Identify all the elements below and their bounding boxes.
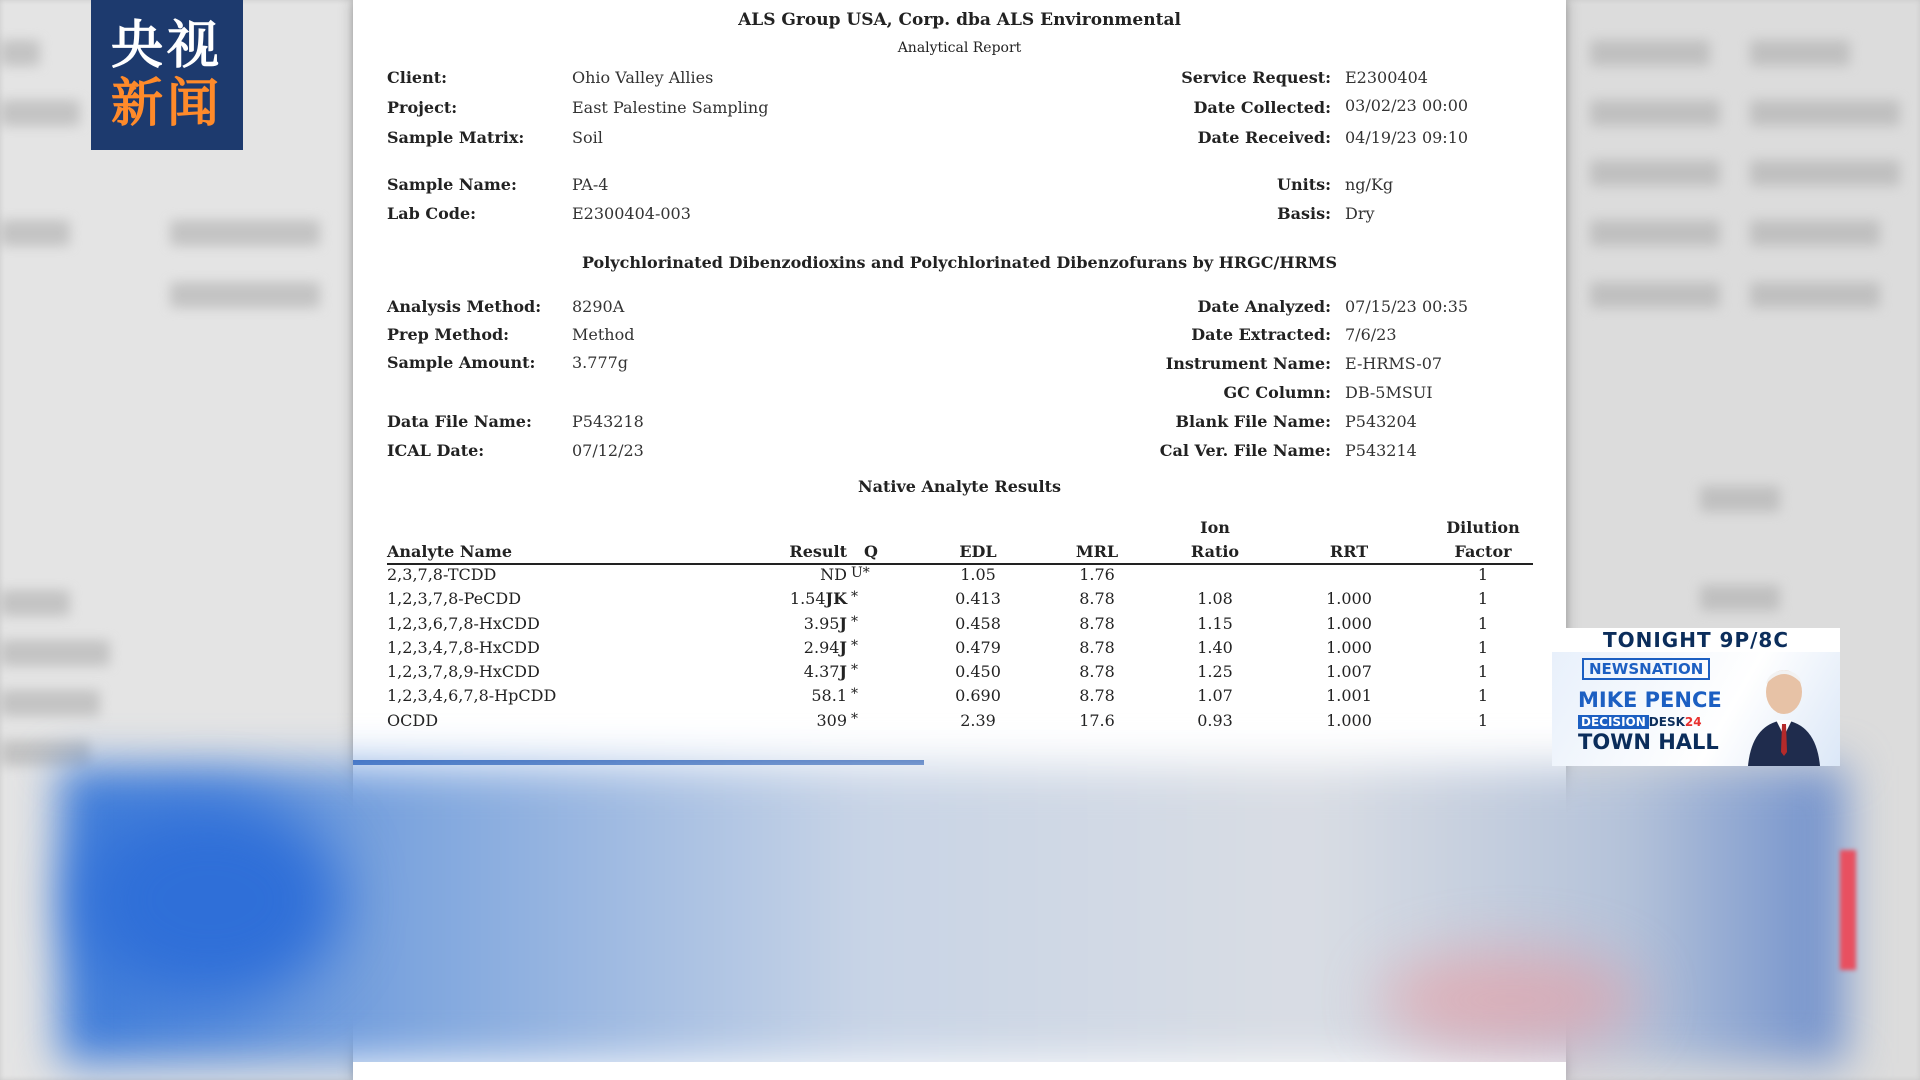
date-analyzed-value: 07/15/23 00:35 <box>1345 297 1469 316</box>
cal-ver-file-name-value: P543214 <box>1345 441 1417 460</box>
date-collected-label: Date Collected: <box>1193 98 1331 117</box>
table-row <box>353 565 1566 589</box>
ghost-text <box>1590 282 1720 308</box>
q-value: * <box>851 686 858 702</box>
news-channel-logo <box>91 0 243 150</box>
promo-event-name: TOWN HALL <box>1578 730 1719 754</box>
sample-matrix-value: Soil <box>572 128 603 147</box>
ghost-text <box>0 590 70 616</box>
basis-label: Basis: <box>1277 204 1331 223</box>
dilution-value: 1 <box>1477 662 1489 681</box>
promo-body <box>1552 652 1840 766</box>
mrl-value: 8.78 <box>1079 662 1115 681</box>
col-mrl: MRL <box>1075 542 1119 561</box>
analyte-name: 1,2,3,7,8,9-HxCDD <box>387 662 540 681</box>
table-row <box>353 662 1566 686</box>
service-request-value: E2300404 <box>1345 68 1428 87</box>
col-result: Result <box>789 542 847 561</box>
document-bottom-edge <box>353 1062 1566 1080</box>
client-label: Client: <box>387 68 447 87</box>
date-analyzed-label: Date Analyzed: <box>1197 297 1331 316</box>
report-subtitle: Analytical Report <box>897 40 1022 56</box>
mrl-value: 8.78 <box>1079 686 1115 705</box>
decision-word: DECISION <box>1578 715 1649 729</box>
lab-code-label: Lab Code: <box>387 204 477 223</box>
ghost-text <box>0 640 110 666</box>
ghost-text <box>1700 585 1780 611</box>
result-value <box>743 589 847 608</box>
prep-method-value: Method <box>572 325 635 344</box>
town-hall-promo <box>1552 628 1840 766</box>
blurred-shape <box>80 800 340 1000</box>
rrt-value: 1.007 <box>1326 662 1372 681</box>
result-number: 3.95 <box>803 614 840 633</box>
date-extracted-value: 7/6/23 <box>1345 325 1397 344</box>
mrl-value: 8.78 <box>1079 589 1115 608</box>
promo-headline: TONIGHT 9P/8C <box>1602 628 1790 652</box>
service-request-label: Service Request: <box>1181 68 1331 87</box>
edl-value: 0.413 <box>955 589 1001 608</box>
result-number: 4.37 <box>803 662 840 681</box>
data-file-name-label: Data File Name: <box>387 412 532 431</box>
analyte-name: OCDD <box>387 711 439 730</box>
desk-number: 24 <box>1684 715 1702 729</box>
q-value: * <box>851 662 858 678</box>
rrt-value: 1.000 <box>1326 638 1372 657</box>
decision-desk-logo <box>1578 715 1702 729</box>
q-value: * <box>851 614 858 630</box>
sample-matrix-label: Sample Matrix: <box>387 128 525 147</box>
table-row <box>353 589 1566 613</box>
q-value: * <box>851 589 858 605</box>
ghost-text <box>1750 282 1880 308</box>
ghost-text <box>0 740 90 766</box>
ghost-text <box>170 282 320 308</box>
date-received-value: 04/19/23 09:10 <box>1345 128 1469 147</box>
units-value: ng/Kg <box>1345 175 1394 194</box>
ion-ratio-value: 1.25 <box>1197 662 1233 681</box>
rrt-value: 1.000 <box>1326 614 1372 633</box>
sample-name-label: Sample Name: <box>387 175 517 194</box>
rrt-value: 1.000 <box>1326 711 1372 730</box>
edl-value: 0.479 <box>955 638 1001 657</box>
dilution-value: 1 <box>1477 614 1489 633</box>
edl-value: 2.39 <box>960 711 996 730</box>
gc-column-label: GC Column: <box>1223 383 1331 402</box>
q-value: * <box>851 711 858 727</box>
ghost-text <box>1590 160 1720 186</box>
date-extracted-label: Date Extracted: <box>1191 325 1331 344</box>
col-rrt: RRT <box>1329 542 1369 561</box>
sample-amount-value: 3.777g <box>572 353 629 372</box>
date-received-label: Date Received: <box>1197 128 1331 147</box>
ion-ratio-value: 1.08 <box>1197 589 1233 608</box>
result-flag: J <box>839 638 847 657</box>
result-number: ND <box>820 565 847 584</box>
ical-date-label: ICAL Date: <box>387 441 485 460</box>
result-value <box>743 638 847 657</box>
edl-value: 0.458 <box>955 614 1001 633</box>
desk-word: DESK <box>1648 715 1685 729</box>
blurred-red-tab <box>1840 850 1856 970</box>
ghost-text <box>0 100 80 126</box>
col-dilution-top: Dilution <box>1446 518 1520 537</box>
ghost-text <box>0 690 100 716</box>
ghost-text <box>1700 486 1780 512</box>
result-flag: JK <box>825 589 847 608</box>
ghost-text <box>1590 220 1720 246</box>
results-title: Native Analyte Results <box>857 477 1062 496</box>
basis-value: Dry <box>1345 204 1375 223</box>
units-label: Units: <box>1277 175 1331 194</box>
blank-file-name-value: P543204 <box>1345 412 1417 431</box>
mrl-value: 17.6 <box>1079 711 1115 730</box>
table-row <box>353 686 1566 710</box>
result-value <box>743 711 847 730</box>
mrl-value: 8.78 <box>1079 614 1115 633</box>
q-value: * <box>851 638 858 654</box>
edl-value: 0.450 <box>955 662 1001 681</box>
result-number: 2.94 <box>803 638 840 657</box>
ghost-text <box>1750 100 1900 126</box>
sample-name-value: PA-4 <box>572 175 609 194</box>
date-collected-value: 03/02/23 00:00 <box>1345 96 1469 115</box>
result-value <box>743 686 847 705</box>
table-row <box>353 638 1566 662</box>
progress-strip <box>353 760 924 765</box>
gc-column-value: DB-5MSUI <box>1345 383 1433 402</box>
col-q: Q <box>864 542 878 561</box>
dilution-value: 1 <box>1477 686 1489 705</box>
report-title: ALS Group USA, Corp. dba ALS Environmental <box>738 10 1181 30</box>
col-edl: EDL <box>959 542 997 561</box>
promo-guest-name: MIKE PENCE <box>1578 688 1722 712</box>
method-title: Polychlorinated Dibenzodioxins and Polychlorinated Dibenzofurans by HRGC/HRMS <box>581 253 1338 272</box>
result-value <box>743 565 847 584</box>
edl-value: 0.690 <box>955 686 1001 705</box>
result-number: 58.1 <box>811 686 847 705</box>
logo-line-2: 新闻 <box>110 74 223 134</box>
instrument-name-label: Instrument Name: <box>1165 354 1331 373</box>
client-value: Ohio Valley Allies <box>572 68 714 87</box>
sample-amount-label: Sample Amount: <box>387 353 536 372</box>
result-number: 1.54 <box>789 589 826 608</box>
dilution-value: 1 <box>1477 638 1489 657</box>
ical-date-value: 07/12/23 <box>572 441 644 460</box>
project-value: East Palestine Sampling <box>572 98 769 117</box>
network-logo: NEWSNATION <box>1582 658 1710 680</box>
analyte-name: 2,3,7,8-TCDD <box>387 565 497 584</box>
analysis-method-label: Analysis Method: <box>387 297 542 316</box>
cal-ver-file-name-label: Cal Ver. File Name: <box>1159 441 1331 460</box>
analyte-name: 1,2,3,4,7,8-HxCDD <box>387 638 540 657</box>
analysis-method-value: 8290A <box>572 297 625 316</box>
result-value <box>743 614 847 633</box>
dilution-value: 1 <box>1477 565 1489 584</box>
ghost-text <box>1750 160 1900 186</box>
logo-line-1: 央视 <box>110 16 223 76</box>
blank-file-name-label: Blank File Name: <box>1175 412 1331 431</box>
dilution-value: 1 <box>1477 589 1489 608</box>
result-flag: J <box>839 662 847 681</box>
ghost-text <box>170 220 320 246</box>
rrt-value: 1.000 <box>1326 589 1372 608</box>
data-file-name-value: P543218 <box>572 412 644 431</box>
result-value <box>743 662 847 681</box>
result-number: 309 <box>816 711 847 730</box>
col-ion-ratio-top: Ion <box>1200 518 1230 537</box>
ion-ratio-value: 1.07 <box>1197 686 1233 705</box>
q-value: U* <box>851 565 870 581</box>
ghost-text <box>0 220 70 246</box>
result-flag: J <box>839 614 847 633</box>
guest-portrait-icon <box>1742 662 1826 766</box>
mrl-value: 1.76 <box>1079 565 1115 584</box>
ion-ratio-value: 1.15 <box>1197 614 1233 633</box>
ghost-text <box>1590 40 1710 66</box>
ghost-text <box>1750 40 1850 66</box>
analyte-name: 1,2,3,6,7,8-HxCDD <box>387 614 540 633</box>
ion-ratio-value: 1.40 <box>1197 638 1233 657</box>
ghost-text <box>1590 100 1720 126</box>
prep-method-label: Prep Method: <box>387 325 510 344</box>
analyte-name: 1,2,3,7,8-PeCDD <box>387 589 522 608</box>
col-analyte-name: Analyte Name <box>387 542 513 561</box>
table-row <box>353 711 1566 735</box>
ghost-text <box>0 40 40 66</box>
dilution-value: 1 <box>1477 711 1489 730</box>
blurred-shape <box>1380 950 1640 1050</box>
ghost-text <box>1750 220 1880 246</box>
table-row <box>353 614 1566 638</box>
analyte-name: 1,2,3,4,6,7,8-HpCDD <box>387 686 557 705</box>
mrl-value: 8.78 <box>1079 638 1115 657</box>
lab-code-value: E2300404-003 <box>572 204 691 223</box>
col-ion-ratio-bottom: Ratio <box>1190 542 1240 561</box>
col-dilution-bottom: Factor <box>1454 542 1512 561</box>
edl-value: 1.05 <box>960 565 996 584</box>
project-label: Project: <box>387 98 458 117</box>
instrument-name-value: E-HRMS-07 <box>1345 354 1443 373</box>
rrt-value: 1.001 <box>1326 686 1372 705</box>
ion-ratio-value: 0.93 <box>1197 711 1233 730</box>
